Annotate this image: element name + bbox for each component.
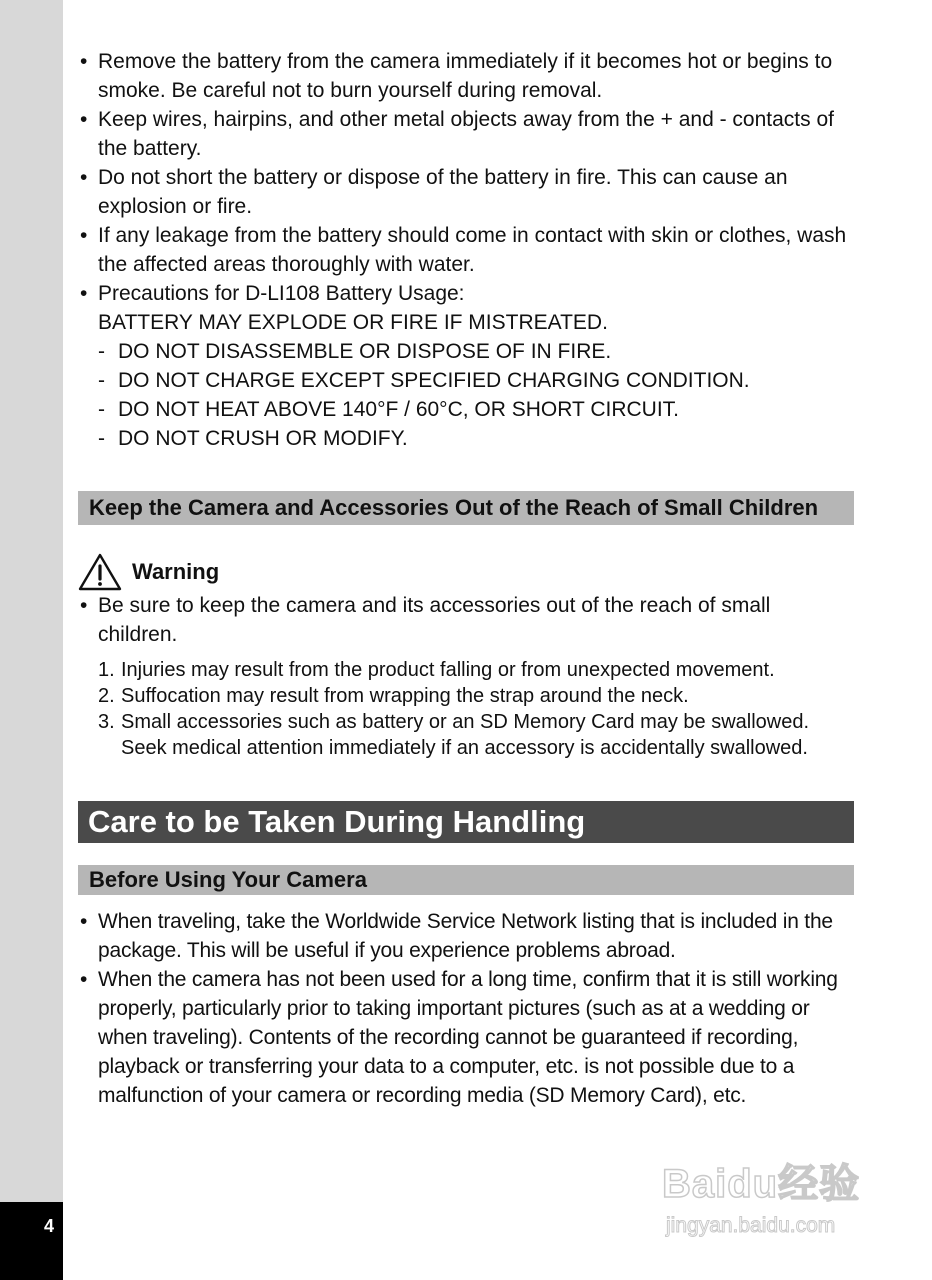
precaution-item: - DO NOT DISASSEMBLE OR DISPOSE OF IN FIRE.: [98, 340, 612, 363]
baidu-watermark: [662, 1152, 892, 1244]
watermark-logo: Baidu经验: [662, 1162, 861, 1206]
list-item: • If any leakage from the battery should come in contact with skin or clothes, wash the affected areas thoroughly with water.: [78, 221, 854, 279]
handling-list: [78, 907, 854, 1110]
list-item: • Be sure to keep the camera and its accessories out of the reach of small children.: [78, 591, 854, 649]
list-item: • Remove the battery from the camera immediately if it becomes hot or begins to smoke. Be careful not to burn yourself during removal.: [78, 47, 854, 105]
precautions-line: BATTERY MAY EXPLODE OR FIRE IF MISTREATED.: [98, 311, 608, 334]
section-heading-children: Keep the Camera and Accessories Out of the Reach of Small Children: [78, 491, 854, 525]
numbered-item: 3. Small accessories such as battery or an SD Memory Card may be swallowed. Seek medical attention immediately if an accessory is accidentally swallowed.: [98, 711, 810, 759]
list-item: • When the camera has not been used for a long time, confirm that it is still working properly, particularly prior to taking important pictures (such as at a wedding or when traveling). Contents of the recording cannot be guaranteed if recording, playback or transferring your data to a computer, etc. is not possible due to a malfunction of your camera or recording media (SD Memory Card), etc.: [78, 965, 854, 1110]
list-item: • Keep wires, hairpins, and other metal objects away from the + and - contacts of the battery.: [78, 105, 854, 163]
page-number: 4: [44, 1216, 55, 1236]
children-warning-list: [78, 591, 854, 649]
battery-warnings-list: [78, 47, 854, 279]
numbered-item: 2. Suffocation may result from wrapping the strap around the neck.: [98, 685, 689, 707]
page-number-tab: [0, 1202, 63, 1280]
warning-triangle-icon: [78, 553, 122, 591]
page-content: [78, 47, 854, 1110]
numbered-item: 1. Injuries may result from the product falling or from unexpected movement.: [98, 659, 775, 681]
precautions-heading: • Precautions for D-LI108 Battery Usage:: [78, 279, 854, 308]
list-item: • Do not short the battery or dispose of the battery in fire. This can cause an explosion or fire.: [78, 163, 854, 221]
children-numbered-list: [78, 657, 854, 761]
side-margin-strip: [0, 0, 63, 1202]
section-heading-handling: Care to be Taken During Handling: [78, 801, 854, 843]
warning-label: Warning: [132, 559, 220, 584]
subsection-heading-before-using: Before Using Your Camera: [78, 865, 854, 895]
precaution-item: - DO NOT HEAT ABOVE 140°F / 60°C, OR SHORT CIRCUIT.: [98, 398, 679, 421]
battery-precautions: [78, 279, 854, 308]
precaution-item: - DO NOT CHARGE EXCEPT SPECIFIED CHARGING CONDITION.: [98, 369, 750, 392]
precaution-item: - DO NOT CRUSH OR MODIFY.: [98, 427, 408, 450]
warning-row: [78, 553, 854, 591]
watermark-url: jingyan.baidu.com: [666, 1214, 836, 1237]
list-item: • When traveling, take the Worldwide Service Network listing that is included in the package. This will be useful if you experience problems abroad.: [78, 907, 854, 965]
